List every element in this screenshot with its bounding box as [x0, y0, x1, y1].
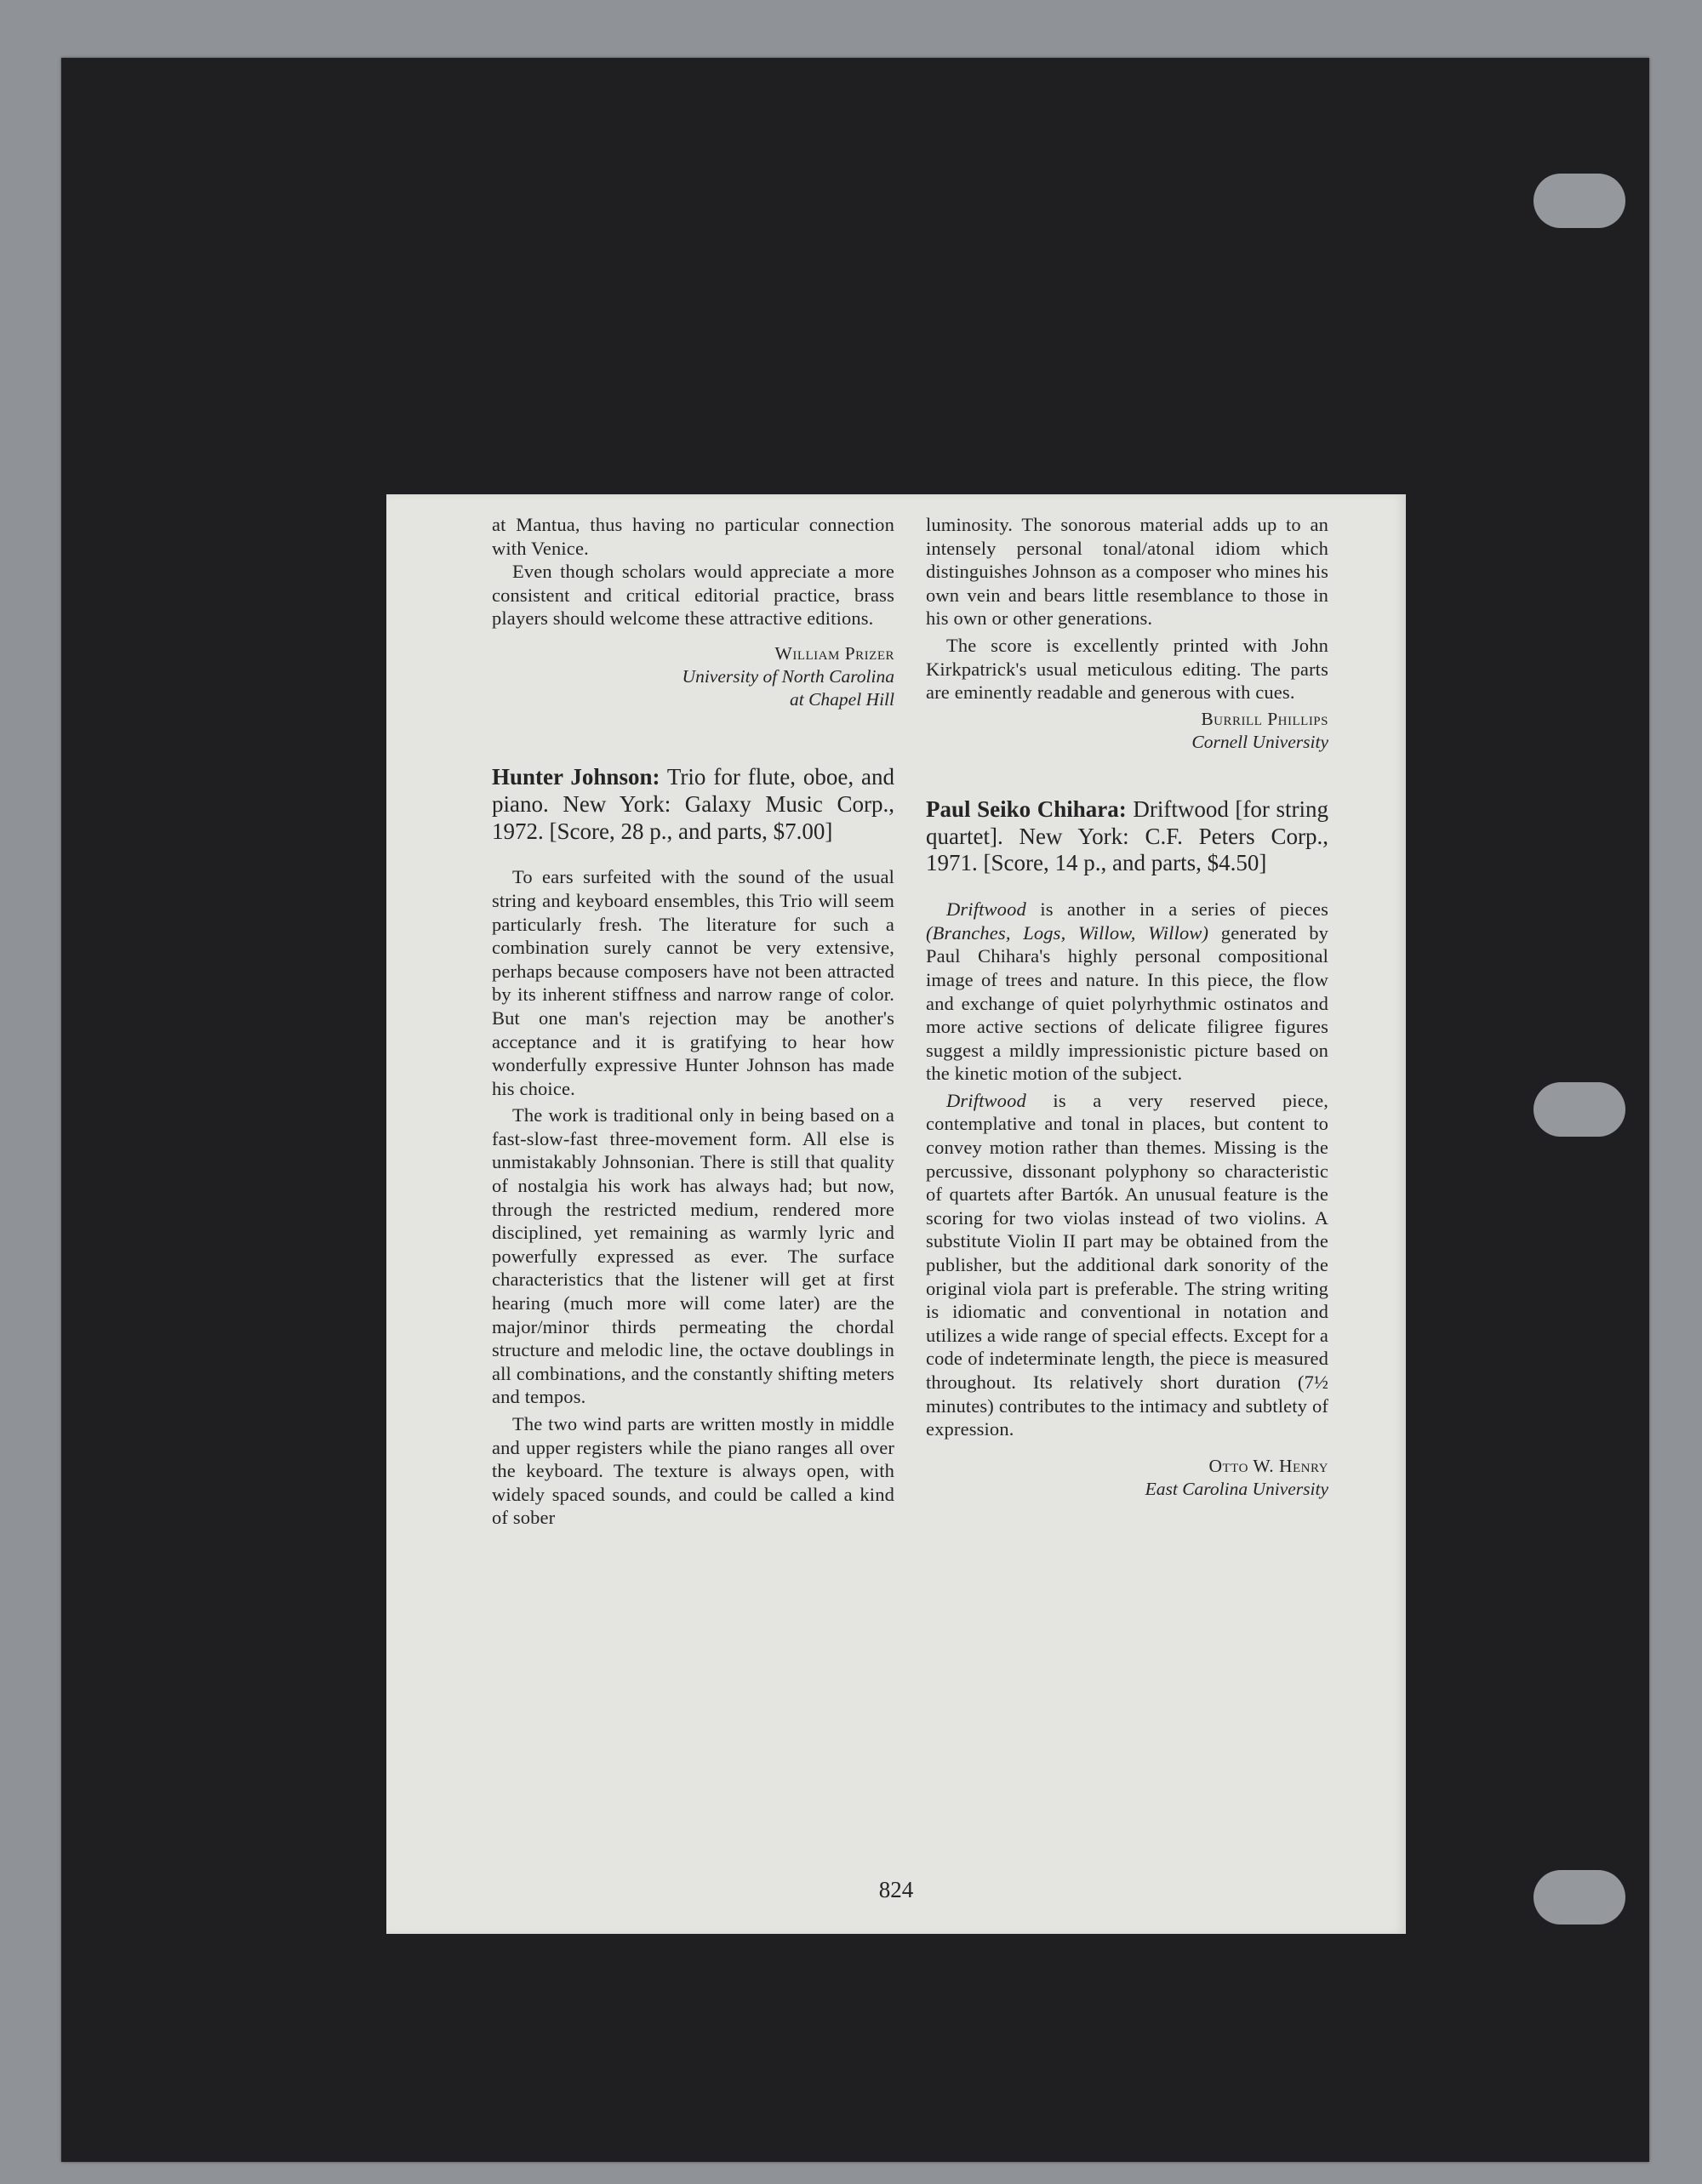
binder-hole-middle: [1534, 1082, 1625, 1137]
reviewer-name: Otto W. Henry: [1208, 1455, 1328, 1476]
left-column: [492, 513, 894, 1530]
reviewer-institution-line-2: at Chapel Hill: [789, 688, 894, 710]
reviewer-name: William Prizer: [774, 642, 894, 664]
editions-paragraph: Even though scholars would appreciate a more consistent and critical editorial practice, brass players should welcome these attractive editions.: [492, 561, 894, 630]
reviewer-name: Burrill Phillips: [1201, 708, 1328, 729]
citation: Driftwood [for string quartet]. New York: C.F. Peters Corp., 1971. [Score, 14 p., and parts, $4.50]: [926, 795, 1328, 876]
reviewer-institution: University of North Carolina: [682, 665, 894, 687]
entry-heading-chihara: [926, 796, 1328, 877]
series-titles: (Branches, Logs, Willow, Willow): [926, 921, 1209, 944]
work-title: Driftwood: [946, 898, 1026, 921]
review-paragraph: The work is traditional only in being based on a fast-slow-fast three-movement form. All else is unmistakably Johnsonian. There is still that quality of nostalgia his work has always had; but now, through the restricted medium, rendered more disciplined, yet remaining as warmly lyric and powerfully expressed as ever. The surface characteristics that the listener will get at first hearing (much more will come later) are the major/minor thirds permeating the chordal structure and melodic line, the octave doublings in all combinations, and the constantly shifting meters and tempos.: [492, 1104, 894, 1408]
review-text: generated by Paul Chihara's highly personal compositional image of trees and nature. In this piece, the flow and exchange of quiet polyrhythmic ostinatos and more active sections of delicate filigree figures suggest a mildly impressionistic picture based on the kinetic motion of the subject.: [926, 921, 1328, 1085]
review-text: is another in a series of pieces: [1025, 898, 1328, 921]
right-column: [926, 513, 1328, 1501]
reviewer-institution: Cornell University: [1191, 731, 1328, 752]
work-title: Driftwood: [946, 1089, 1026, 1111]
composer-name: Hunter Johnson:: [492, 763, 660, 790]
reviewer-institution: East Carolina University: [1145, 1478, 1328, 1499]
black-mount-board: [61, 58, 1649, 2162]
citation: Trio for flute, oboe, and piano. New York: Galaxy Music Corp., 1972. [Score, 28 p., and parts, $7.00]: [492, 763, 894, 844]
signature-phillips: [926, 708, 1328, 754]
review-text: is a very reserved piece, contemplative and tonal in places, but content to convey motion rather than themes. Missing is the percussive, dissonant polyphony so characteristic of quartets after Bartók. An unusual feature is the scoring for two violas instead of two violins. A substitute Violin II part may be obtained from the publisher, but the additional dark sonority of the original viola part is preferable. The string writing is idiomatic and conventional in notation and utilizes a wide range of special effects. Except for a code of indeterminate length, the piece is measured throughout. Its relatively short duration (7½ minutes) contributes to the intimacy and subtlety of expression.: [926, 1089, 1328, 1440]
review-paragraph: [926, 898, 1328, 1086]
composer-name: Paul Seiko Chihara:: [926, 795, 1127, 822]
binder-hole-top: [1534, 174, 1625, 228]
journal-page: [386, 494, 1406, 1934]
carry-over-paragraph: luminosity. The sonorous material adds up to an intensely personal tonal/atonal idiom which distinguishes Johnson as a composer who mines his own vein and bears little resemblance to those in his own or other generations.: [926, 514, 1328, 630]
review-paragraph: To ears surfeited with the sound of the usual string and keyboard ensembles, this Trio will seem particularly fresh. The literature for such a combination surely cannot be very extensive, perhaps because composers have not been attracted by its inherent stiffness and narrow range of color. But one man's rejection may be another's acceptance and it is gratifying to hear how wonderfully expressive Hunter Johnson has made his choice.: [492, 866, 894, 1099]
signature-henry: [926, 1455, 1328, 1501]
score-paragraph: The score is excellently printed with John Kirkpatrick's usual meticulous editing. The parts are eminently readable and generous with cues.: [926, 634, 1328, 704]
carry-over-paragraph: at Mantua, thus having no particular connection with Venice.: [492, 514, 894, 559]
entry-heading-johnson: [492, 764, 894, 845]
page-number: 824: [878, 1877, 914, 1902]
binder-hole-bottom: [1534, 1870, 1625, 1925]
review-paragraph: [926, 1089, 1328, 1441]
review-paragraph: The two wind parts are written mostly in middle and upper registers while the piano ranges all over the keyboard. The texture is always open, with widely spaced sounds, and could be called a kind of sober: [492, 1413, 894, 1529]
signature-prizer: [492, 642, 894, 711]
